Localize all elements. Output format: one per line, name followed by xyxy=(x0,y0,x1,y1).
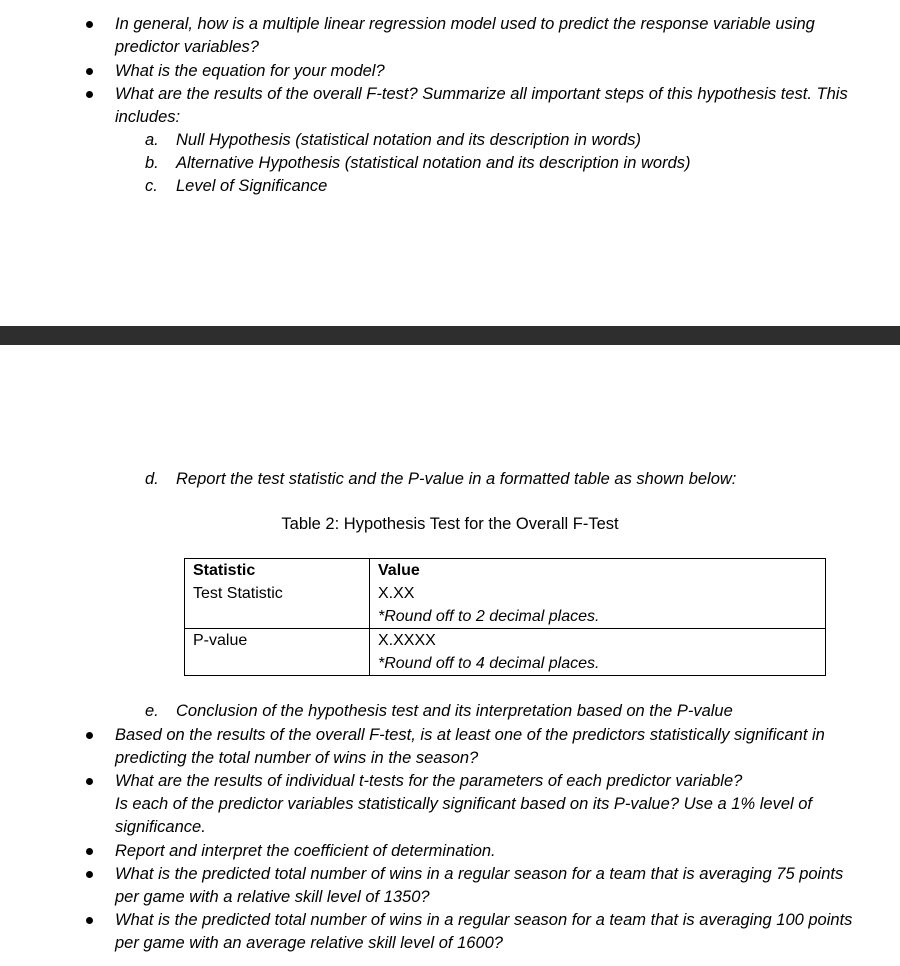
subitem-text: Alternative Hypothesis (statistical notation and its description in words) xyxy=(176,154,691,172)
subitem-alternative-hypothesis xyxy=(145,152,691,175)
subitem-text: Report the test statistic and the P-value in a formatted table as shown below: xyxy=(176,470,737,488)
value-text: X.XX xyxy=(378,585,415,602)
question-overall-f-test: What are the results of the overall F-test? Summarize all important steps of this hypothesis test. This includes: xyxy=(115,85,848,127)
subitem-label: d. xyxy=(145,470,159,488)
header-statistic: Statistic xyxy=(185,559,370,583)
subitem-null-hypothesis xyxy=(145,129,641,152)
question-predict-75-points: What is the predicted total number of wins in a regular season for a team that is averaging 75 points per game with a relative skill level of 1350? xyxy=(115,865,844,907)
bullet-dot xyxy=(86,68,93,75)
subitem-label: a. xyxy=(145,131,159,149)
bullet-dot xyxy=(86,91,93,98)
bullet-dot xyxy=(86,21,93,28)
question-predictor-significance: Based on the results of the overall F-test, is at least one of the predictors statistically significant in predicting the total number of wins in the season? xyxy=(115,726,825,768)
subitem-significance-level xyxy=(145,175,327,198)
cell-value xyxy=(370,582,826,629)
question-predictor-p-value: Is each of the predictor variables statistically significant based on its P-value? Use a 1% level of significance. xyxy=(115,795,813,837)
item-e-conclusion xyxy=(145,700,733,723)
bullet-dot xyxy=(86,848,93,855)
page-divider xyxy=(0,326,900,345)
subitem-label: e. xyxy=(145,702,159,720)
table-header-row xyxy=(185,559,826,583)
value-text: X.XXXX xyxy=(378,632,436,649)
hypothesis-test-table xyxy=(184,558,826,676)
question-predict-100-points: What is the predicted total number of wins in a regular season for a team that is averaging 100 points per game with an average relative skill level of 1600? xyxy=(115,911,853,953)
question-regression-use: In general, how is a multiple linear regression model used to predict the response variable using predictor variables? xyxy=(115,15,815,57)
table-row xyxy=(185,629,826,676)
cell-statistic: P-value xyxy=(185,629,370,676)
bullet-dot xyxy=(86,917,93,924)
subitem-text: Level of Significance xyxy=(176,177,328,195)
bullet-dot xyxy=(86,778,93,785)
subitem-text: Null Hypothesis (statistical notation and its description in words) xyxy=(176,131,641,149)
rounding-note: *Round off to 2 decimal places. xyxy=(378,608,600,625)
header-value: Value xyxy=(370,559,826,583)
question-coefficient-determination: Report and interpret the coefficient of determination. xyxy=(115,842,496,860)
question-model-equation: What is the equation for your model? xyxy=(115,62,385,80)
subitem-text: Conclusion of the hypothesis test and its interpretation based on the P-value xyxy=(176,702,733,720)
subitem-label: b. xyxy=(145,154,159,172)
subitem-label: c. xyxy=(145,177,158,195)
bullet-dot xyxy=(86,732,93,739)
rounding-note: *Round off to 4 decimal places. xyxy=(378,655,600,672)
question-individual-t-tests: What are the results of individual t-tests for the parameters of each predictor variable? xyxy=(115,772,743,790)
table-caption: Table 2: Hypothesis Test for the Overall F-Test xyxy=(281,515,619,533)
item-d-report-table xyxy=(145,468,736,491)
table-row xyxy=(185,582,826,629)
cell-value xyxy=(370,629,826,676)
bullet-dot xyxy=(86,871,93,878)
cell-statistic: Test Statistic xyxy=(185,582,370,629)
